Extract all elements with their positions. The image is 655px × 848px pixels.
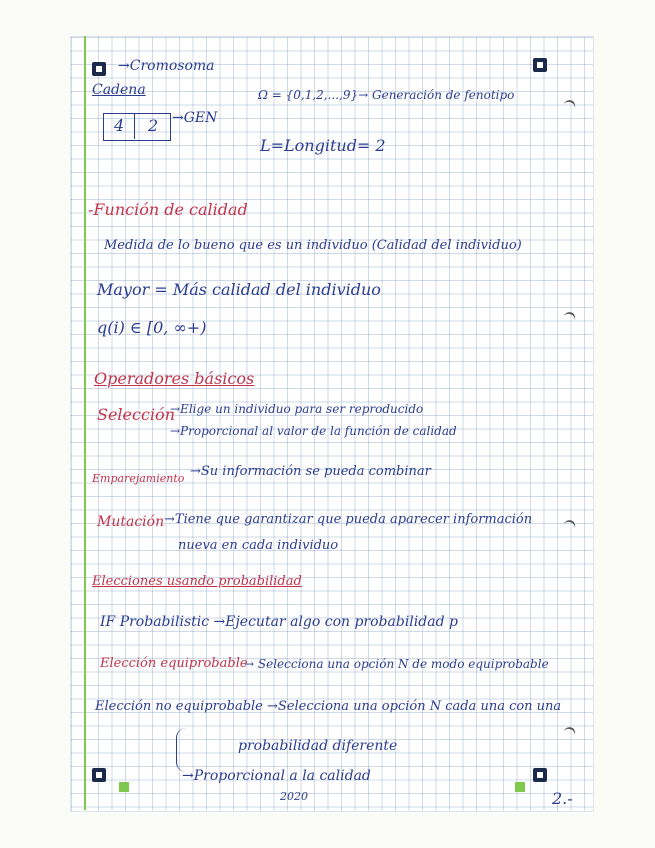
- note-text: →Su información se pueda combinar: [190, 464, 431, 479]
- note-text: →Proporcional a la calidad: [182, 768, 371, 784]
- note-longitud: L=Longitud= 2: [260, 136, 386, 155]
- corner-marker-icon: [533, 58, 547, 72]
- note-text: nueva en cada individuo: [178, 538, 339, 553]
- note-text: → Selecciona una opción N de modo equiprobable: [244, 657, 549, 671]
- bracket-icon: [176, 728, 187, 772]
- term-label: Elección equiprobable: [100, 656, 248, 671]
- note-cadena: Cadena: [92, 82, 146, 98]
- margin-line: [84, 36, 86, 810]
- term-label: Emparejamiento: [92, 472, 185, 485]
- page-number: 2.-: [552, 789, 573, 808]
- section-title: -Función de calidad: [88, 200, 248, 219]
- note-text: Medida de lo bueno que es un individuo (Calidad del individuo): [104, 238, 522, 253]
- section-title: Operadores básicos: [94, 369, 255, 388]
- gene-value: 4: [114, 116, 125, 135]
- term-label: Mutación: [97, 514, 165, 530]
- term-label: Selección: [97, 405, 175, 424]
- note-text: probabilidad diferente: [238, 738, 398, 754]
- note-omega: Ω = {0,1,2,...,9}→ Generación de fenotipo: [258, 88, 515, 102]
- note-text: →Tiene que garantizar que pueda aparecer información: [164, 512, 533, 527]
- note-cromosoma: →Cromosoma: [118, 58, 215, 74]
- green-marker: [119, 782, 129, 792]
- note-text: Mayor = Más calidad del individuo: [97, 280, 381, 299]
- corner-marker-icon: [533, 768, 547, 782]
- corner-marker-icon: [92, 768, 106, 782]
- note-text: →Proporcional al valor de la función de calidad: [170, 424, 457, 438]
- note-text: q(i) ∈ [0, ∞+): [97, 318, 207, 337]
- note-text: →Elige un individuo para ser reproducido: [170, 402, 424, 416]
- gene-value: 2: [148, 116, 159, 135]
- corner-marker-icon: [92, 62, 106, 76]
- note-gen: →GEN: [172, 110, 218, 126]
- gene-divider: [134, 113, 135, 139]
- footer-year: 2020: [280, 790, 308, 803]
- note-text: IF Probabilistic →Ejecutar algo con probabilidad p: [100, 614, 458, 630]
- green-marker: [515, 782, 525, 792]
- note-text: Elección no equiprobable →Selecciona una opción N cada una con una: [95, 699, 562, 714]
- section-title: Elecciones usando probabilidad: [92, 574, 302, 589]
